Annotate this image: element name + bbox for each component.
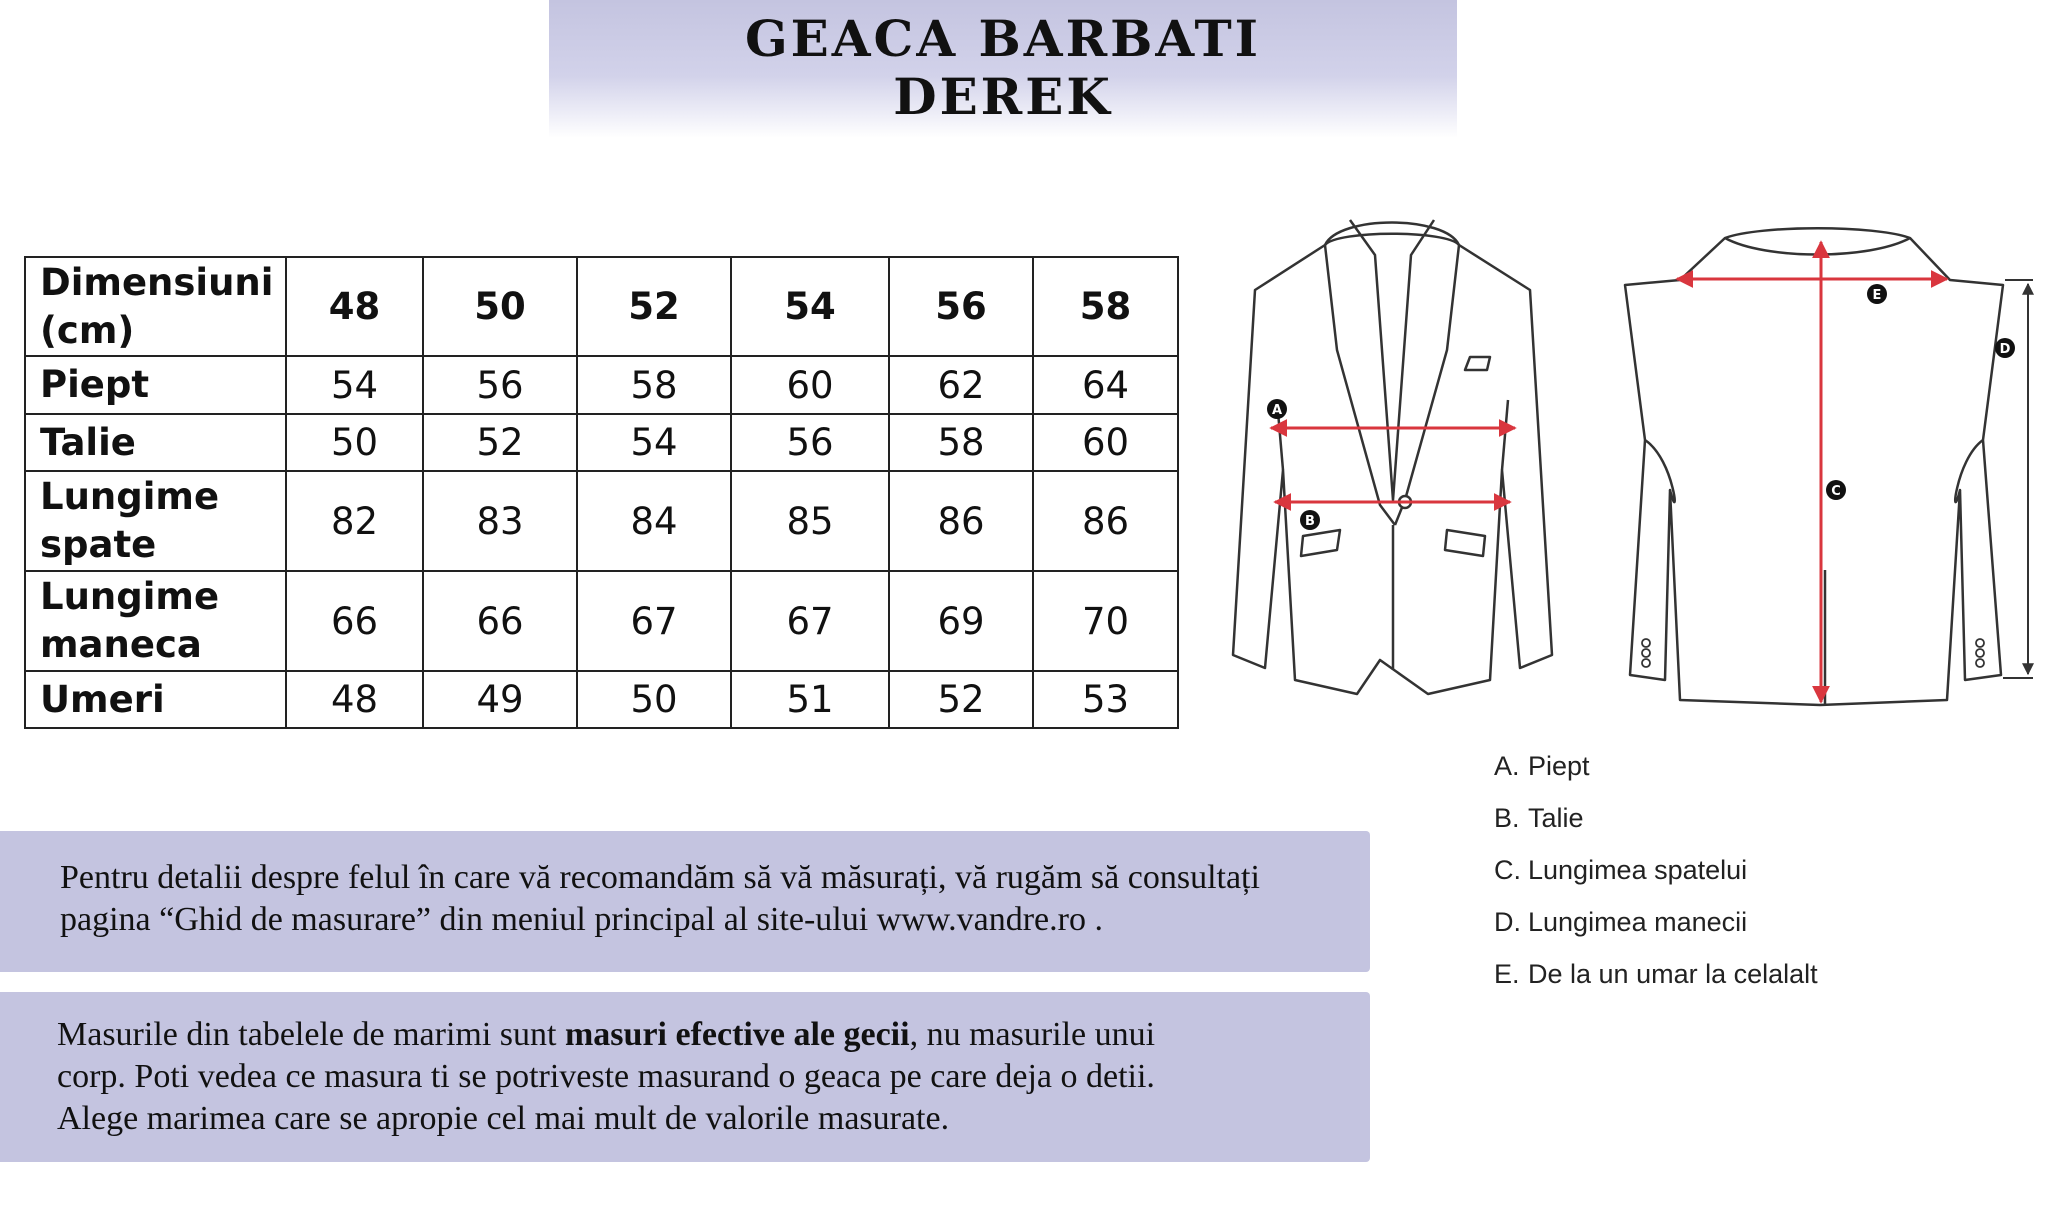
marker-a-label: A [1271,403,1283,418]
table-row [25,671,1178,728]
marker-e [1867,284,1887,304]
row-label-cell [25,471,286,571]
table-cell: 50 [577,671,731,728]
table-cell: 50 [286,414,423,471]
legend-text: Piept [1528,751,1590,781]
marker-c-label: C [1831,484,1841,499]
legend-item [1494,746,1818,798]
actual-measurements-note [0,992,1370,1162]
size-table [24,256,1179,729]
header-label-line: Dimensiuni [40,260,274,304]
jacket-front-illustration [1233,220,1552,694]
size-header-cell: 48 [286,257,423,356]
jacket-back-illustration [1625,228,2003,705]
table-cell: 62 [889,356,1033,414]
table-cell: 56 [731,414,889,471]
table-cell: 67 [731,571,889,671]
legend-letter: C. [1494,855,1521,885]
table-cell: 58 [577,356,731,414]
marker-c [1826,480,1846,500]
legend-item [1494,798,1818,850]
table-cell: 86 [1033,471,1178,571]
legend-text: Lungimea manecii [1528,907,1748,937]
table-cell: 54 [286,356,423,414]
note-line [57,1014,1370,1056]
row-label-cell: Umeri [25,671,286,728]
legend-text: Talie [1528,803,1584,833]
legend-letter: B. [1494,803,1520,833]
table-cell: 48 [286,671,423,728]
page-title-line-2: DEREK [893,67,1113,126]
page-title-line-1: GEACA BARBATI [744,9,1262,68]
legend-letter: D. [1494,907,1521,937]
size-header-cell: 50 [423,257,577,356]
table-cell: 52 [889,671,1033,728]
row-label-cell: Piept [25,356,286,414]
legend-text: De la un umar la celalalt [1528,959,1818,989]
table-cell: 60 [731,356,889,414]
table-row [25,471,1178,571]
legend-item [1494,954,1818,1006]
table-row [25,571,1178,671]
row-label-line: Lungime [40,475,220,518]
table-cell: 70 [1033,571,1178,671]
size-header-cell: 56 [889,257,1033,356]
table-cell: 84 [577,471,731,571]
table-cell: 60 [1033,414,1178,471]
table-cell: 52 [423,414,577,471]
note-line: Pentru detalii despre felul în care vă recomandăm să vă măsurați, vă rugăm să consultați [60,859,1260,896]
size-header-cell: 54 [731,257,889,356]
row-label-line: maneca [40,623,202,666]
legend-item [1494,850,1818,902]
title-banner [549,0,1457,138]
note-line: corp. Poti vedea ce masura ti se potriveste masurand o geaca pe care deja o detii. [57,1058,1155,1095]
legend-letter: A. [1494,751,1520,781]
row-label-cell: Talie [25,414,286,471]
marker-e-label: E [1872,288,1882,303]
table-cell: 64 [1033,356,1178,414]
table-cell: 67 [577,571,731,671]
table-cell: 66 [286,571,423,671]
row-label-cell [25,571,286,671]
note-line: pagina “Ghid de masurare” din meniul principal al site-ului www.vandre.ro . [60,901,1103,938]
table-row [25,414,1178,471]
note-line: Alege marimea care se apropie cel mai mult de valorile masurate. [57,1100,950,1137]
size-header-cell: 52 [577,257,731,356]
table-cell: 58 [889,414,1033,471]
table-cell: 82 [286,471,423,571]
marker-d-label: D [1999,342,2011,357]
legend-text: Lungimea spatelui [1528,855,1748,885]
note-emphasis: masuri efective ale gecii [564,1016,910,1053]
header-label-cell [25,257,286,356]
table-cell: 83 [423,471,577,571]
note-text: , nu masurile unui [909,1016,1156,1053]
marker-d [1995,338,2015,358]
table-row [25,356,1178,414]
table-cell: 49 [423,671,577,728]
table-cell: 54 [577,414,731,471]
table-cell: 85 [731,471,889,571]
marker-b-label: B [1305,514,1315,529]
table-cell: 66 [423,571,577,671]
measuring-guide-note [0,831,1370,972]
row-label-line: Lungime [40,575,220,618]
marker-b [1300,510,1320,530]
measurement-legend [1494,746,1818,1006]
table-cell: 56 [423,356,577,414]
legend-item [1494,902,1818,954]
table-cell: 86 [889,471,1033,571]
table-cell: 53 [1033,671,1178,728]
table-cell: 51 [731,671,889,728]
jacket-measurement-diagram [1225,200,2048,720]
table-cell: 69 [889,571,1033,671]
note-text: Masurile din tabelele de marimi sunt [57,1016,565,1053]
legend-letter: E. [1494,959,1520,989]
header-label-line: (cm) [40,308,135,352]
row-label-line: spate [40,523,157,566]
size-header-cell: 58 [1033,257,1178,356]
table-header-row [25,257,1178,356]
marker-a [1267,399,1287,419]
